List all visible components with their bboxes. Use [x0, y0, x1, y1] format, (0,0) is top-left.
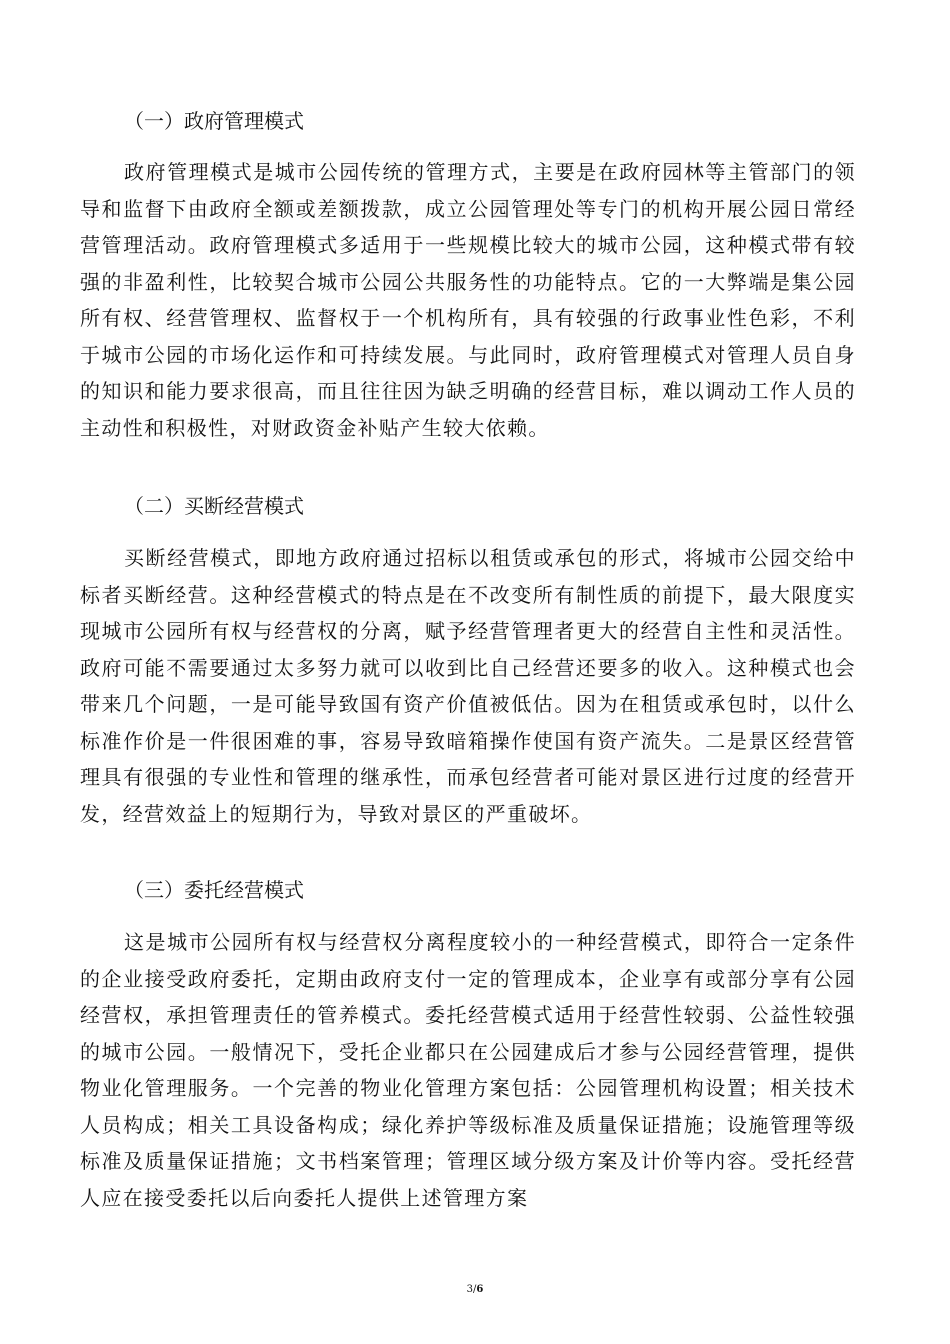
section-body-entrusted-operation: 这是城市公园所有权与经营权分离程度较小的一种经营模式，即符合一定条件的企业接受政府委托，定期由政府支付一定的管理成本，企业享有或部分享有公园经营权，承担管理责任的管养模式。委托经营模式适用于经营性较弱、公益性较强的城市公园。一般情况下，受托企业都只在公园建成后才参与公园经营管理，提供物业化管理服务。一个完善的物业化管理方案包括：公园管理机构设置；相关技术人员构成；相关工具设备构成；绿化养护等级标准及质量保证措施；设施管理等级标准及质量保证措施；文书档案管理；管理区域分级方案及计价等内容。受托经营人应在接受委托以后向委托人提供上述管理方案 [80, 930, 856, 1210]
page-number [0, 1284, 950, 1295]
page-number-current: 3/ [466, 1284, 477, 1295]
page-number-total: 6 [476, 1284, 484, 1295]
section-body-buyout-operation: 买断经营模式，即地方政府通过招标以租赁或承包的形式，将城市公园交给中标者买断经营。这种经营模式的特点是在不改变所有制性质的前提下，最大限度实现城市公园所有权与经营权的分离，赋予经营管理者更大的经营自主性和灵活性。政府可能不需要通过太多努力就可以收到比自己经营还要多的收入。这种模式也会带来几个问题，一是可能导致国有资产价值被低估。因为在租赁或承包时，以什么标准作价是一件很困难的事，容易导致暗箱操作使国有资产流失。二是景区经营管理具有很强的专业性和管理的继承性，而承包经营者可能对景区进行过度的经营开发，经营效益上的短期行为，导致对景区的严重破坏。 [80, 546, 856, 826]
section-heading-buyout-operation: （二）买断经营模式 [124, 494, 304, 518]
section-heading-government-management: （一）政府管理模式 [124, 109, 304, 133]
section-heading-entrusted-operation: （三）委托经营模式 [124, 878, 304, 902]
section-body-government-management: 政府管理模式是城市公园传统的管理方式，主要是在政府园林等主管部门的领导和监督下由政府全额或差额拨款，成立公园管理处等专门的机构开展公园日常经营管理活动。政府管理模式多适用于一些规模比较大的城市公园，这种模式带有较强的非盈利性，比较契合城市公园公共服务性的功能特点。它的一大弊端是集公园所有权、经营管理权、监督权于一个机构所有，具有较强的行政事业性色彩，不利于城市公园的市场化运作和可持续发展。与此同时，政府管理模式对管理人员自身的知识和能力要求很高，而且往往因为缺乏明确的经营目标，难以调动工作人员的主动性和积极性，对财政资金补贴产生较大依赖。 [80, 160, 856, 440]
